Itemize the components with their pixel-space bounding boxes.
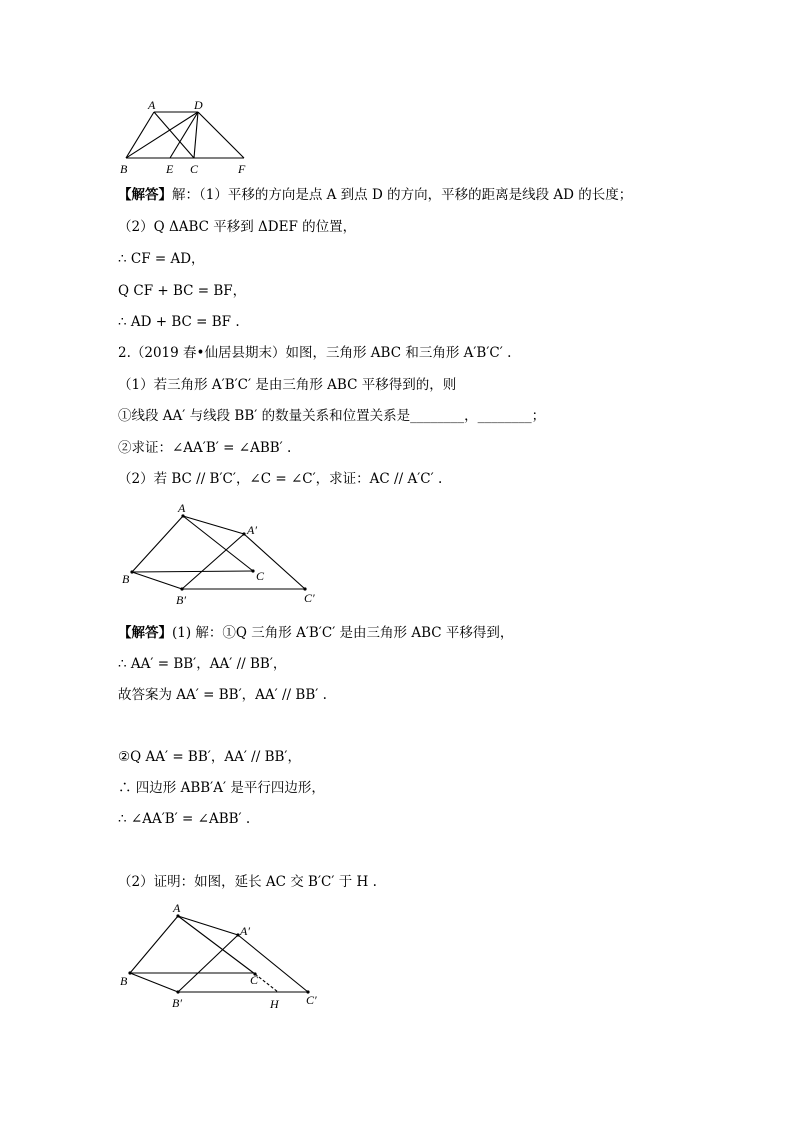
- figure-translation-3: [110, 898, 330, 1018]
- label-A: A: [173, 901, 181, 915]
- solution-1-line-2: （2）Q ΔABC 平移到 ΔDEF 的位置，: [118, 219, 357, 235]
- solution-2-line-5: ∴ 四边形 ABB′A′ 是平行四边形，: [118, 780, 325, 796]
- label-A: A: [178, 501, 186, 515]
- label-C-prime: C′: [304, 591, 315, 605]
- question-2-part-1a: ①线段 AA′ 与线段 BB′ 的数量关系和位置关系是________，________；: [118, 408, 546, 424]
- solution-1-line-5: ∴ AD + BC = BF .: [118, 314, 240, 330]
- solution-2-line-3: 故答案为 AA′ = BB′，AA′ // BB′ .: [118, 687, 327, 703]
- label-A: A: [148, 98, 156, 112]
- question-2-part-1b: ②求证：∠AA′B′ = ∠ABB′ .: [118, 440, 292, 456]
- label-B: B: [120, 974, 128, 988]
- solution-1-line-1: 【解答】解：（1）平移的方向是点 A 到点 D 的方向，平移的距离是线段 AD 的长度；: [118, 187, 633, 203]
- label-C: C: [250, 973, 259, 987]
- label-B: B: [120, 162, 128, 176]
- solution-2-line-2: ∴ AA′ = BB′，AA′ // BB′，: [118, 656, 287, 672]
- solution-2-line-4: ②Q AA′ = BB′，AA′ // BB′，: [118, 749, 301, 765]
- label-C: C: [190, 162, 199, 176]
- answer-tag: 【解答】: [118, 187, 172, 203]
- solution-2-line-7: （2）证明：如图，延长 AC 交 B′C′ 于 H .: [118, 874, 377, 890]
- question-2-part-1: （1）若三角形 A′B′C′ 是由三角形 ABC 平移得到的，则: [118, 377, 457, 393]
- figure-translation-2: [110, 498, 330, 613]
- label-H: H: [270, 997, 279, 1011]
- solution-2-line-1: 【解答】(1) 解：①Q 三角形 A′B′C′ 是由三角形 ABC 平移得到，: [118, 625, 514, 641]
- label-D: D: [194, 98, 203, 112]
- question-2-part-2: （2）若 BC // B′C′，∠C = ∠C′，求证：AC // A′C′ .: [118, 471, 443, 487]
- label-A-prime: A′: [240, 924, 250, 938]
- label-B: B: [122, 572, 130, 586]
- label-B-prime: B′: [176, 593, 186, 607]
- label-C-prime: C′: [306, 993, 317, 1007]
- figure-translation-1: [110, 95, 260, 180]
- solution-1-line-4: Q CF + BC = BF，: [118, 283, 247, 299]
- answer-tag: 【解答】: [118, 625, 172, 641]
- question-2-stem: 2.（2019 春•仙居县期末）如图，三角形 ABC 和三角形 A′B′C′ .: [118, 345, 512, 361]
- label-B-prime: B′: [172, 996, 182, 1010]
- label-F: F: [238, 162, 246, 176]
- solution-1-line-3: ∴ CF = AD，: [118, 251, 205, 267]
- label-A-prime: A′: [247, 523, 257, 537]
- solution-2-line-6: ∴ ∠AA′B′ = ∠ABB′ .: [118, 811, 251, 827]
- label-E: E: [166, 162, 174, 176]
- label-C: C: [256, 569, 265, 583]
